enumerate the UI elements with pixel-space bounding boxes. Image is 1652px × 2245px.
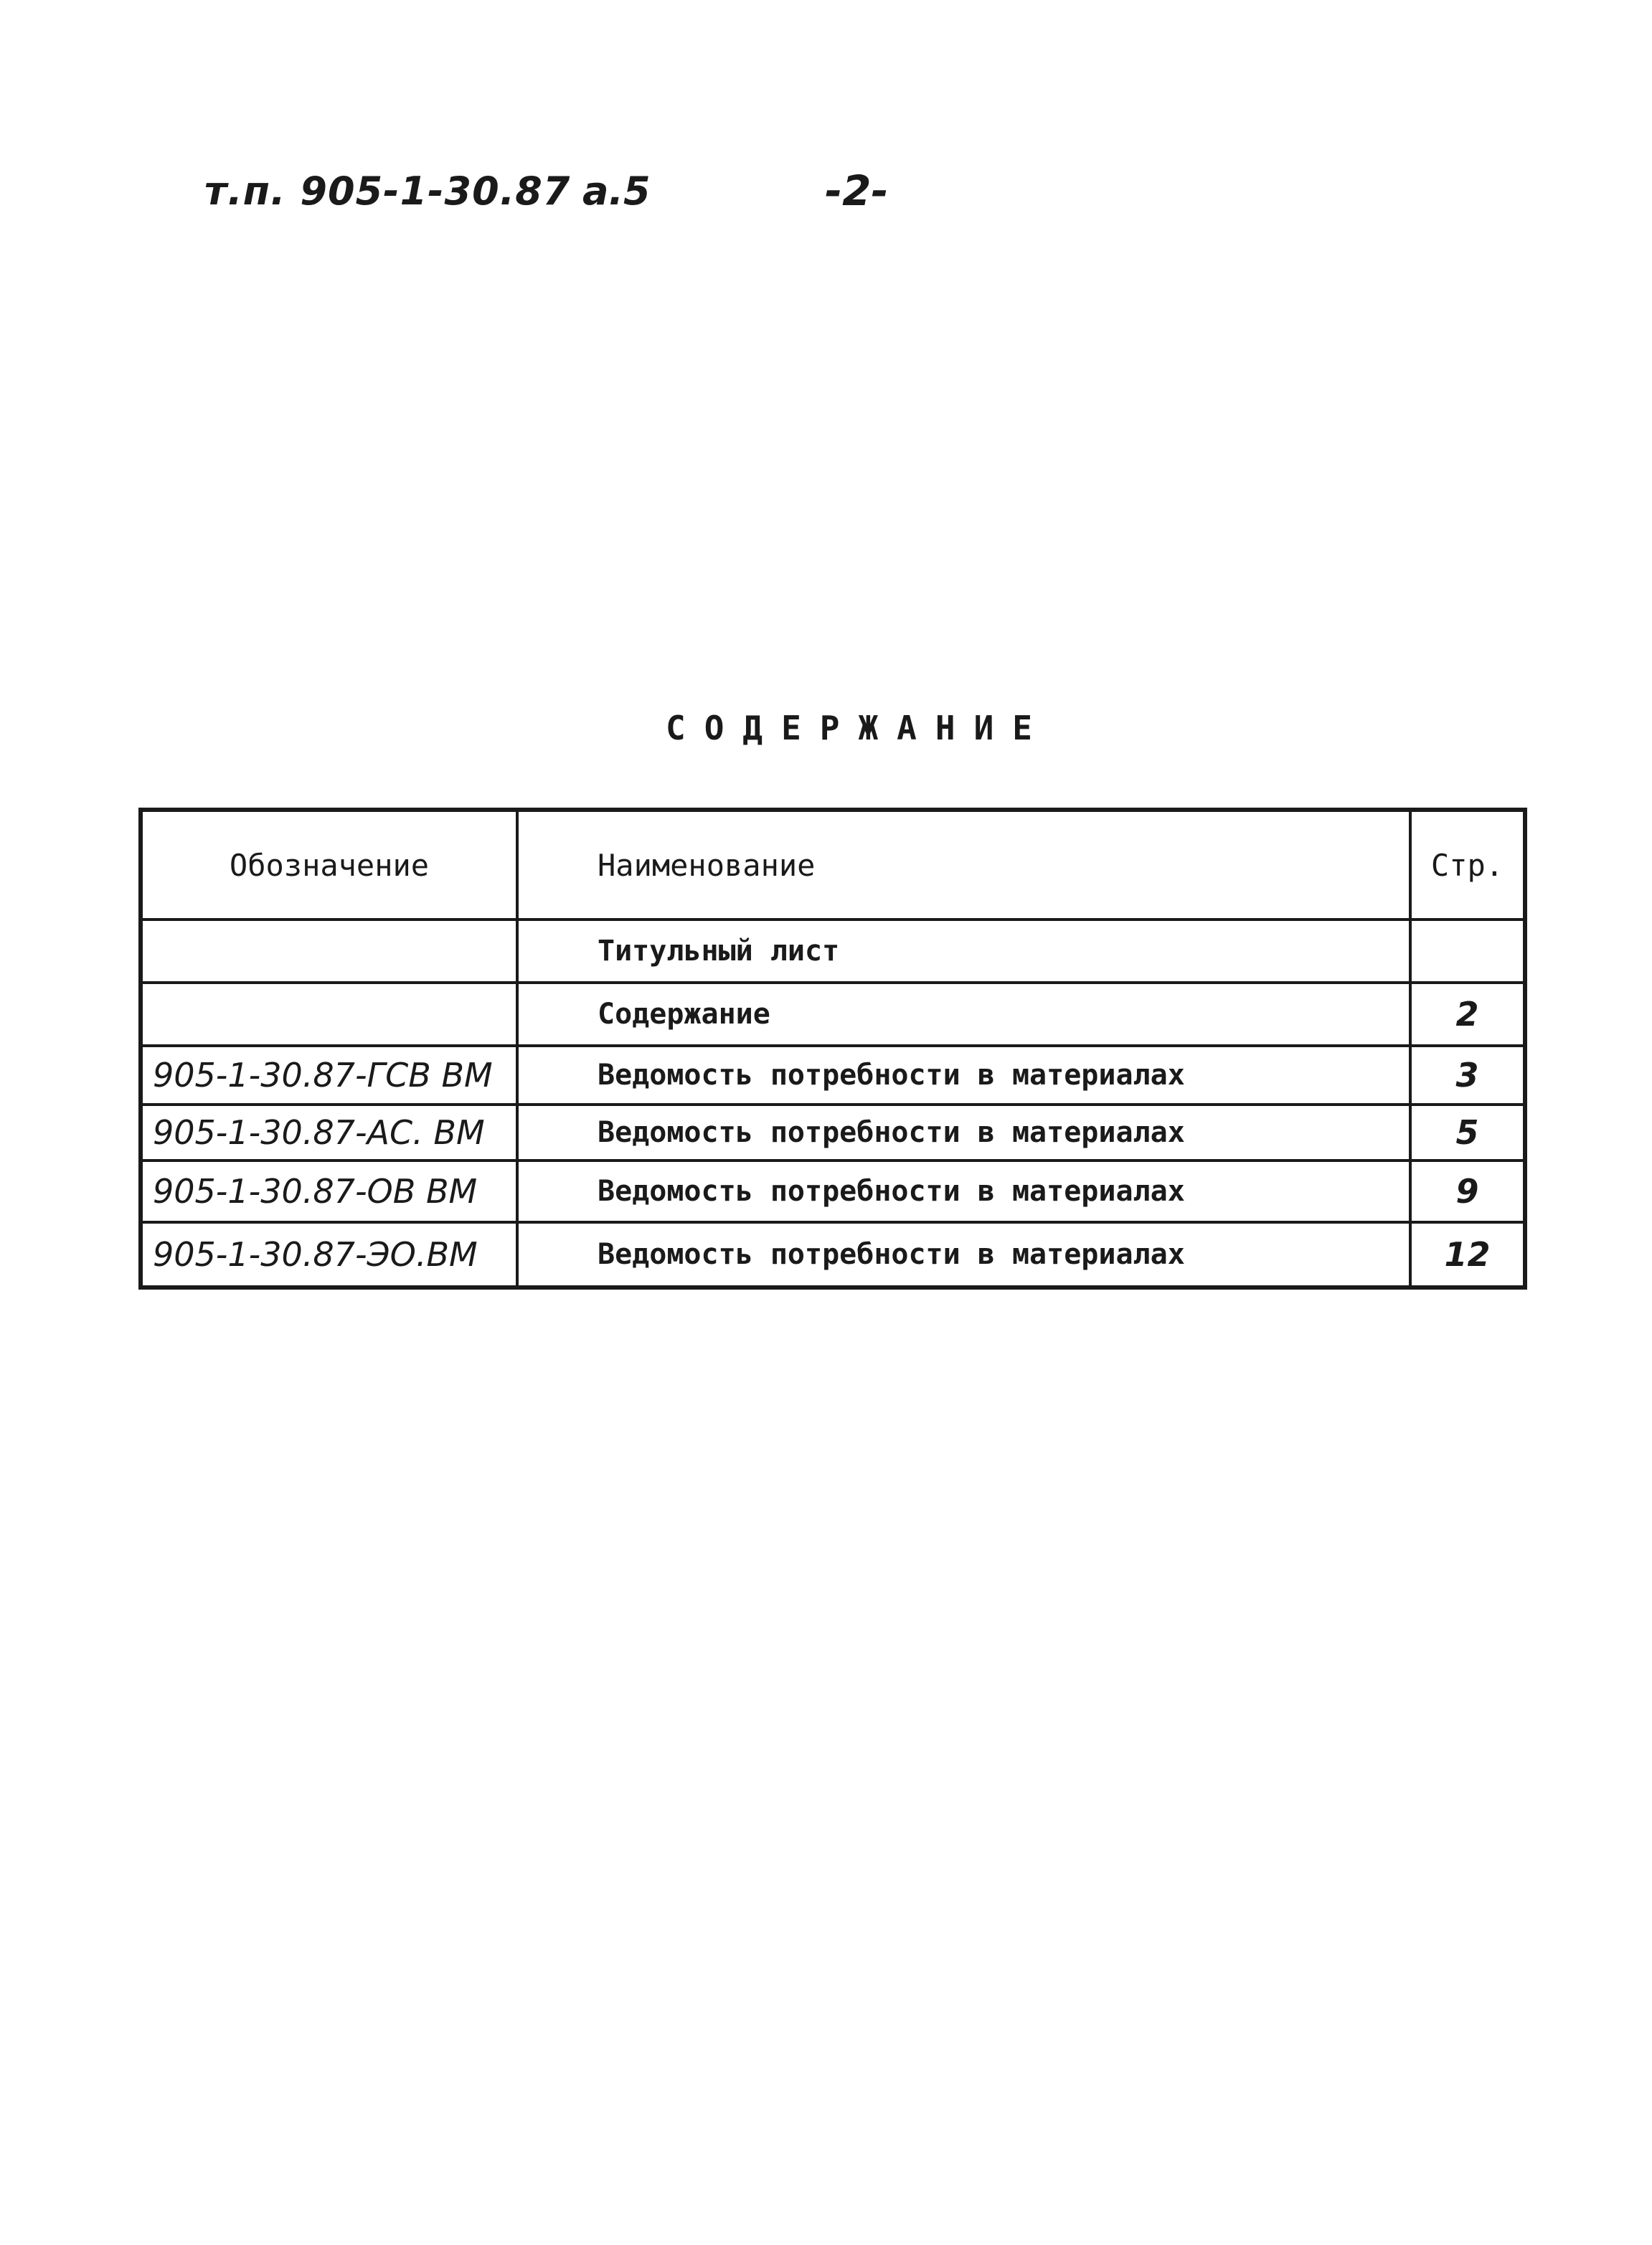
page-number: -2-: [825, 166, 889, 215]
table-row: [141, 983, 1525, 1046]
contents-title: СОДЕРЖАНИЕ: [666, 709, 1051, 747]
row-page: 12: [1410, 1222, 1525, 1287]
row-page: 5: [1410, 1105, 1525, 1161]
row-page: [1410, 920, 1525, 983]
row-name: Титульный лист: [517, 920, 1410, 983]
column-header-name: Наименование: [517, 810, 1410, 920]
row-designation: [141, 983, 517, 1046]
row-page: 9: [1410, 1161, 1525, 1222]
row-designation: 905-1-30.87-ОВ ВМ: [141, 1161, 517, 1222]
column-header-page: Стр.: [1410, 810, 1525, 920]
column-header-designation: Обозначение: [141, 810, 517, 920]
row-designation: [141, 920, 517, 983]
table-row: [141, 1161, 1525, 1222]
row-name: Ведомость потребности в материалах: [517, 1105, 1410, 1161]
document-code: т.п. 905-1-30.87: [204, 169, 571, 214]
row-name: Ведомость потребности в материалах: [517, 1222, 1410, 1287]
table-row: [141, 1222, 1525, 1287]
row-page: 3: [1410, 1046, 1525, 1105]
row-page: 2: [1410, 983, 1525, 1046]
row-designation: 905-1-30.87-ЭО.ВМ: [141, 1222, 517, 1287]
table-row: [141, 1046, 1525, 1105]
contents-table: [138, 808, 1527, 1290]
row-name: Ведомость потребности в материалах: [517, 1161, 1410, 1222]
row-designation: 905-1-30.87-ГСВ ВМ: [141, 1046, 517, 1105]
row-name: Ведомость потребности в материалах: [517, 1046, 1410, 1105]
table-header-row: [141, 810, 1525, 920]
table-row: [141, 1105, 1525, 1161]
table-row: [141, 920, 1525, 983]
row-name: Содержание: [517, 983, 1410, 1046]
sheet-label: а.5: [582, 169, 651, 214]
row-designation: 905-1-30.87-АС. ВМ: [141, 1105, 517, 1161]
